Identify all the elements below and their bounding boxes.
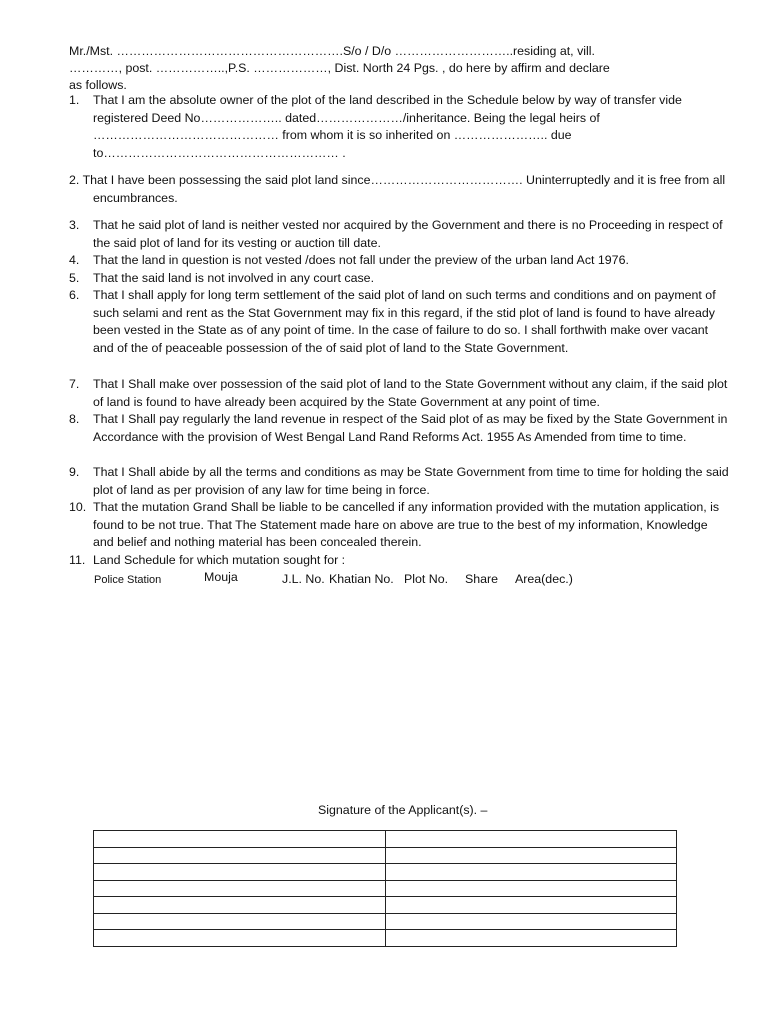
table-cell bbox=[385, 913, 677, 930]
table-cell bbox=[94, 913, 386, 930]
schedule-jl-no: J.L. No. bbox=[282, 572, 325, 586]
clause-9 bbox=[69, 464, 729, 499]
clause-number: 6. bbox=[69, 288, 80, 302]
clause-number: 7. bbox=[69, 377, 80, 391]
table-row bbox=[94, 913, 677, 930]
clause-5 bbox=[69, 270, 729, 288]
schedule-share: Share bbox=[465, 572, 499, 586]
table-row bbox=[94, 864, 677, 881]
table-row bbox=[94, 831, 677, 848]
table-cell bbox=[94, 897, 386, 914]
table-cell bbox=[94, 831, 386, 848]
clause-text: That I shall apply for long term settlement of the said plot of land on such terms and conditions and on payment of such selami and rent as the Stat Government may fix in this regard, if the stid plot of land is found to have already been vested in the State as of any point of time. In the case of failure to do so. I shall forthwith make over vacant and of the of peaceable possession of the of said plot of land to the State Government. bbox=[93, 288, 716, 355]
clause-text: That I Shall pay regularly the land revenue in respect of the Said plot of as may be fixed by the State Government in Accordance with the provision of West Bengal Land Rand Reforms Act. 1955 As Amended from time to time. bbox=[93, 412, 728, 444]
clause-number: 2. bbox=[69, 173, 80, 187]
table-cell bbox=[385, 864, 677, 881]
schedule-plot-no: Plot No. bbox=[404, 572, 449, 586]
table-cell bbox=[385, 897, 677, 914]
intro-line-2: …………, post. ……………..,P.S. ………………, Dist. North 24 Pgs. , do here by affirm and declare bbox=[69, 60, 610, 75]
clause-text: That I am the absolute owner of the plot of the land described in the Schedule below by way of transfer vide registered Deed No……………….. dated…………………/inheritance. Being the legal heirs of ……………………………………… from whom it is so inherited on ………………….. due to………………………………………………… . bbox=[93, 93, 682, 160]
clause-8 bbox=[69, 411, 729, 446]
clause-6 bbox=[69, 287, 729, 357]
blank-table bbox=[93, 830, 677, 947]
table-cell bbox=[94, 880, 386, 897]
clause-text: That the mutation Grand Shall be liable to be cancelled if any information provided with the mutation application, is found to be not true. That The Statement made hare on above are true to the best of my information, Knowledge and belief and nothing material has been concealed therein. bbox=[93, 500, 720, 550]
table-cell bbox=[94, 847, 386, 864]
intro-line-1: Mr./Mst. ……………………………………………….S/o / D/o ………………………..residing at, vill. bbox=[69, 44, 595, 58]
schedule-mouja: Mouja bbox=[204, 570, 238, 584]
clause-text: That I Shall abide by all the terms and conditions as may be State Government from time to time for holding the said plot of land as per provision of any law for time being in force. bbox=[93, 465, 729, 497]
clause-number: 11. bbox=[69, 553, 86, 567]
clause-text: That I Shall make over possession of the said plot of land to the State Government without any claim, if the said plot of land is found to have already been acquired by the State Government at any point of time. bbox=[93, 377, 728, 409]
signature-label: Signature of the Applicant(s). – bbox=[318, 803, 488, 817]
declaration-intro bbox=[69, 43, 729, 93]
table-cell bbox=[385, 880, 677, 897]
table-row bbox=[94, 880, 677, 897]
clause-text: That the land in question is not vested /does not fall under the preview of the urban land Act 1976. bbox=[93, 253, 629, 267]
clause-4 bbox=[69, 252, 729, 270]
clause-number: 10. bbox=[69, 500, 87, 514]
clause-number: 5. bbox=[69, 271, 80, 285]
table-row bbox=[94, 897, 677, 914]
clause-number: 8. bbox=[69, 412, 80, 426]
table-row bbox=[94, 930, 677, 947]
table-cell bbox=[94, 930, 386, 947]
clause-number: 4. bbox=[69, 253, 80, 267]
schedule-khatian-no: Khatian No. bbox=[329, 572, 394, 586]
clause-7 bbox=[69, 376, 729, 411]
table-row bbox=[94, 847, 677, 864]
clause-text: That the said land is not involved in any court case. bbox=[93, 271, 375, 285]
clause-number: 3. bbox=[69, 218, 80, 232]
clause-11 bbox=[69, 552, 729, 570]
schedule-police-station: Police Station bbox=[94, 574, 162, 586]
clause-3 bbox=[69, 217, 729, 252]
clause-2 bbox=[69, 172, 729, 207]
clause-text: Land Schedule for which mutation sought for : bbox=[93, 553, 346, 567]
table-cell bbox=[385, 930, 677, 947]
table-cell bbox=[385, 847, 677, 864]
schedule-area: Area(dec.) bbox=[515, 572, 573, 586]
clause-10 bbox=[69, 499, 729, 552]
intro-line-3: as follows. bbox=[69, 77, 127, 92]
clause-text: That I have been possessing the said plot land since………………………………. Uninterruptedly and it is free from all encumbrances. bbox=[82, 173, 726, 205]
clause-1 bbox=[69, 92, 729, 162]
clause-number: 9. bbox=[69, 465, 80, 479]
clause-text: That he said plot of land is neither vested nor acquired by the Government and there is no Proceeding in respect of the said plot of land for its vesting or auction till date. bbox=[93, 218, 723, 250]
clause-number: 1. bbox=[69, 93, 80, 107]
table-cell bbox=[94, 864, 386, 881]
table-cell bbox=[385, 831, 677, 848]
